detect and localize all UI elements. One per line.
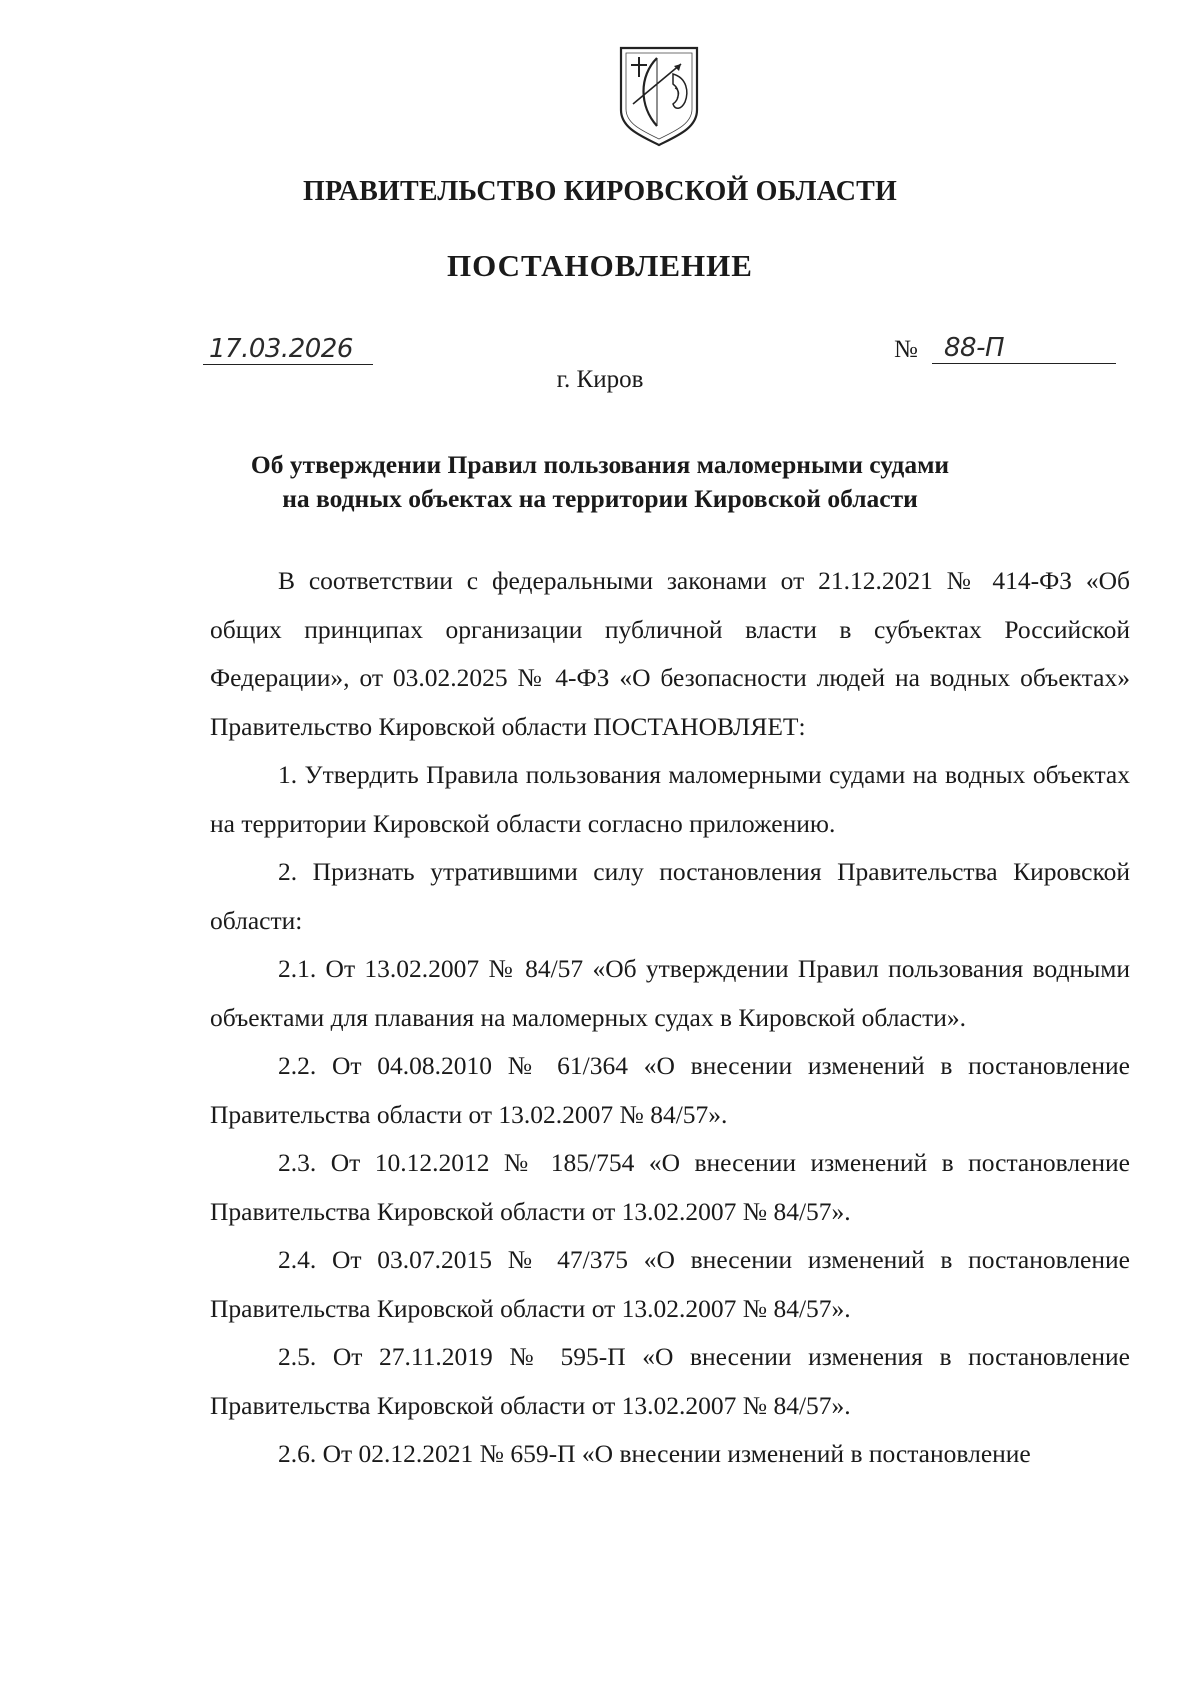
handwritten-number: 88-П [944,333,1005,363]
document-type: ПОСТАНОВЛЕНИЕ [447,248,753,283]
item-2-4-paragraph: 2.4. От 03.07.2015 № 47/375 «О внесении изменений в постановление Правительства Кировской области от 13.02.2007 № 84/57». [210,1245,1130,1323]
document-body [210,557,1130,1479]
number-field [894,330,1116,364]
number-sign: № [894,336,918,363]
item-2-2-paragraph: 2.2. От 04.08.2010 № 61/364 «О внесении изменений в постановление Правительства области от 13.02.2007 № 84/57». [210,1051,1130,1129]
item-2-1-paragraph: 2.1. От 13.02.2007 № 84/57 «Об утверждении Правил пользования водными объектами для плавания на маломерных судах в Кировской области». [210,954,1130,1032]
preamble-paragraph: В соответствии с федеральными законами от 21.12.2021 № 414-ФЗ «Об общих принципах организации публичной власти в субъектах Российской Федерации», от 03.02.2025 № 4-ФЗ «О безопасности людей на водных объектах» Правительство Кировской области ПОСТАНОВЛЯЕТ: [210,566,1130,741]
date-field [203,330,373,365]
organization-title: ПРАВИТЕЛЬСТВО КИРОВСКОЙ ОБЛАСТИ [302,176,897,207]
item-2-6-paragraph: 2.6. От 02.12.2021 № 659-П «О внесении изменений в постановление [278,1439,1031,1468]
item-2-paragraph: 2. Признать утратившими силу постановления Правительства Кировской области: [210,857,1130,935]
city: г. Киров [556,366,644,393]
subject-line-1: Об утверждении Правил пользования маломерными судами [250,450,950,479]
kirov-coat-of-arms-icon [617,44,701,148]
number-line [932,329,1116,364]
item-1-paragraph: 1. Утвердить Правила пользования маломерными судами на водных объектах на территории Кировской области согласно приложению. [210,760,1130,838]
item-2-5-paragraph: 2.5. От 27.11.2019 № 595-П «О внесении изменения в постановление Правительства Кировской области от 13.02.2007 № 84/57». [210,1342,1130,1420]
subject-line-2: на водных объектах на территории Кировской области [282,484,918,513]
item-2-3-paragraph: 2.3. От 10.12.2012 № 185/754 «О внесении изменений в постановление Правительства Кировской области от 13.02.2007 № 84/57». [210,1148,1130,1226]
document-subject [0,448,1200,516]
handwritten-date: 17.03.2026 [209,334,353,364]
